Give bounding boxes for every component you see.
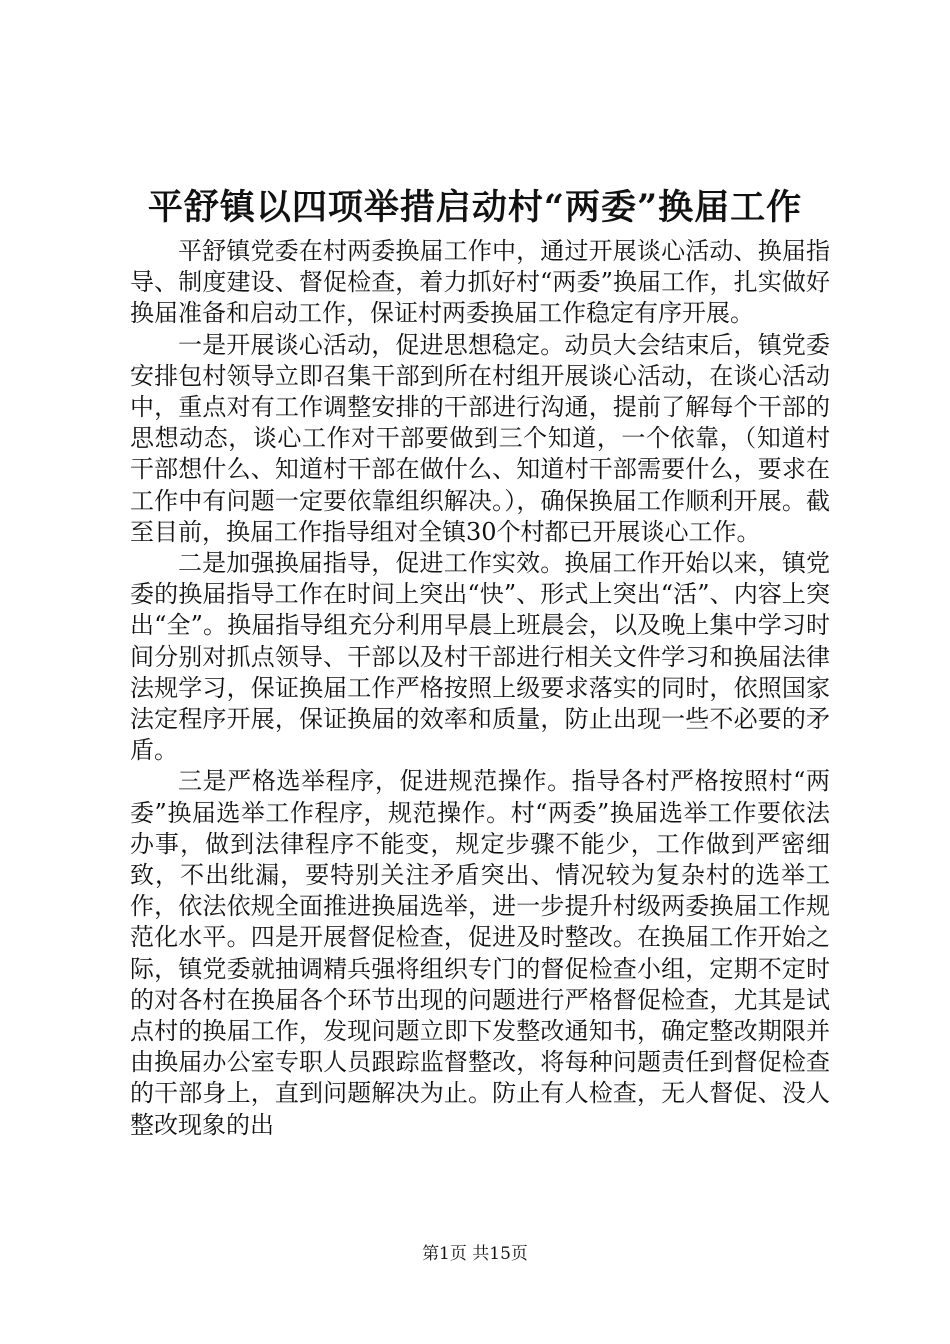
paragraph-measure-3-4: 三是严格选举程序，促进规范操作。指导各村严格按照村“两委”换届选举工作程序，规范操作。村“两委”换届选举工作要依法办事，做到法律程序不能变，规定步骤不能少，工作做到严密细致，不出纰漏，要特别关注矛盾突出、情况较为复杂村的选举工作，依法依规全面推进换届选举，进一步提升村级两委换届工作规范化水平。四是开展督促检查，促进及时整改。在换届工作开始之际，镇党委就抽调精兵强将组织专门的督促检查小组，定期不定时的对各村在换届各个环节出现的问题进行严格督促检查，尤其是试点村的换届工作，发现问题立即下发整改通知书，确定整改期限并由换届办公室专职人员跟踪监督整改，将每种问题责任到督促检查的干部身上，直到问题解决为止。防止有人检查，无人督促、没人整改现象的出 [130,767,830,1139]
document-title: 平舒镇以四项举措启动村“两委”换届工作 [147,187,803,228]
paragraph-measure-1: 一是开展谈心活动，促进思想稳定。动员大会结束后，镇党委安排包村领导立即召集干部到所在村组开展谈心活动，在谈心活动中，重点对有工作调整安排的干部进行沟通，提前了解每个干部的思想动态，谈心工作对干部要做到三个知道，一个依靠，（知道村干部想什么、知道村干部在做什么、知道村干部需要什么，要求在工作中有问题一定要依靠组织解决。），确保换届工作顺利开展。截至目前，换届工作指导组对全镇30个村都已开展谈心工作。 [130,330,830,546]
paragraph-measure-2: 二是加强换届指导，促进工作实效。换届工作开始以来，镇党委的换届指导工作在时间上突出“快”、形式上突出“活”、内容上突出“全”。换届指导组充分利用早晨上班晨会，以及晚上集中学习时间分别对抓点领导、干部以及村干部进行相关文件学习和换届法律法规学习，保证换届工作严格按照上级要求落实的同时，依照国家法定程序开展，保证换届的效率和质量，防止出现一些不必要的矛盾。 [130,549,830,765]
paragraph-intro: 平舒镇党委在村两委换届工作中，通过开展谈心活动、换届指导、制度建设、督促检查，着力抓好村“两委”换届工作，扎实做好换届准备和启动工作，保证村两委换届工作稳定有序开展。 [130,237,830,328]
page-number-footer: 第1页 共15页 [422,1244,528,1264]
document-body [130,236,830,1141]
